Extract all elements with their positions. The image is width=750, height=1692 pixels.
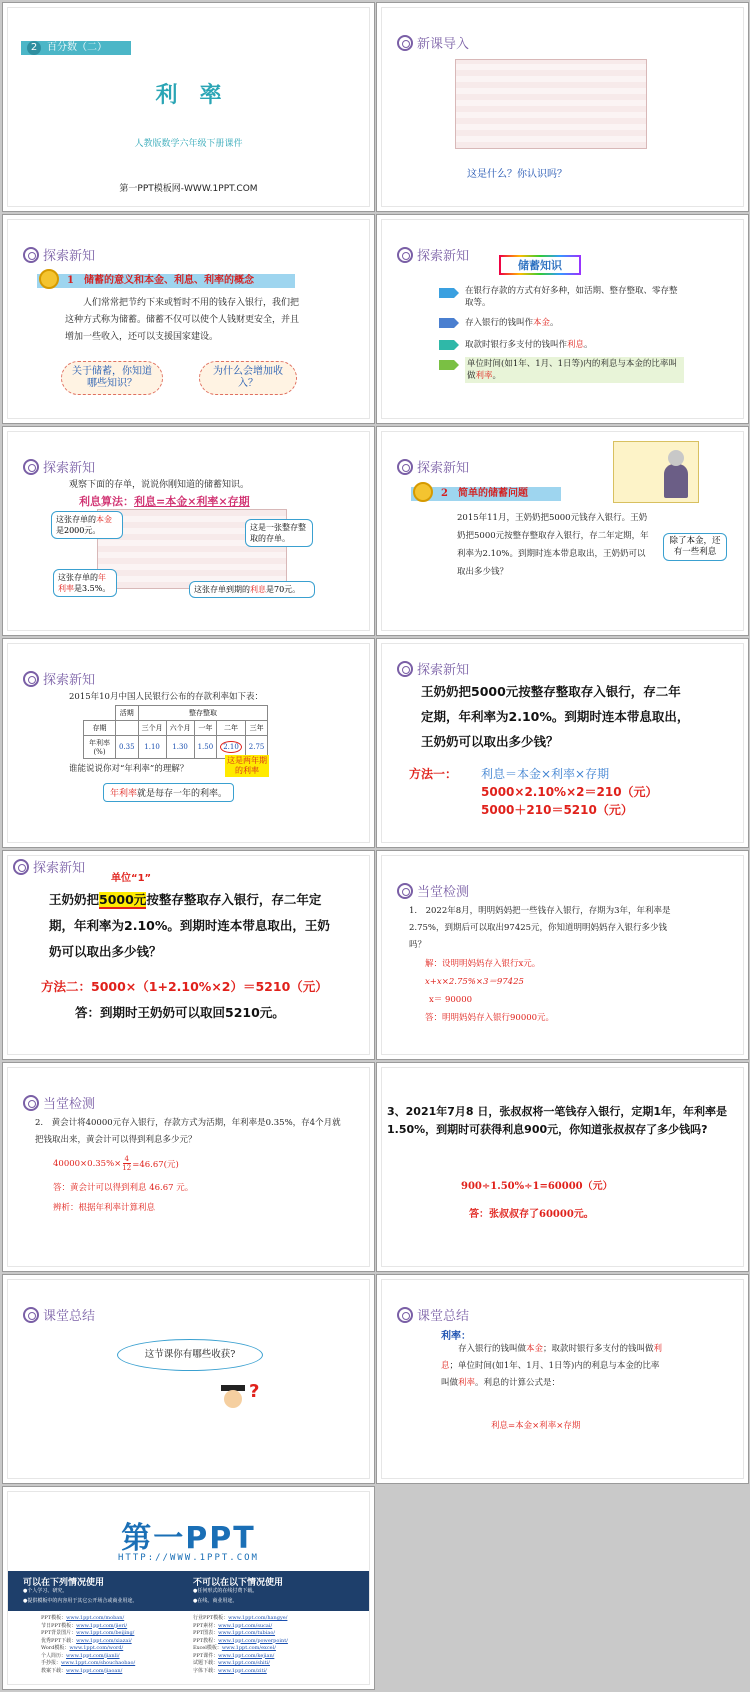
method-label: 方法一： <box>409 767 458 781</box>
summary-text-3: ；单位时间(如1年、1月、1日等)内的利息与本金的比率叫做 <box>441 1361 660 1388</box>
slide-header <box>23 669 95 688</box>
bank-illustration <box>613 441 699 503</box>
link-label: 节日PPT模板： <box>41 1622 77 1629</box>
link[interactable]: www.1ppt.com/shouchaobao/ <box>61 1660 136 1666</box>
link[interactable]: www.1ppt.com/tubiao/ <box>218 1630 276 1636</box>
section-bar <box>37 274 295 288</box>
header-text: 新课导入 <box>417 37 470 52</box>
link-row <box>41 1653 135 1661</box>
answer-text: 就是每存一年的利率。 <box>137 789 228 799</box>
bubble-term: 利息 <box>250 585 266 594</box>
link[interactable]: www.1ppt.com/jieri/ <box>76 1622 128 1629</box>
header-text: 当堂检测 <box>43 1097 96 1112</box>
table-cell: 1.30 <box>166 736 194 759</box>
table-row <box>84 721 268 736</box>
slide-header <box>397 1305 469 1324</box>
link-row <box>41 1615 135 1623</box>
link-row <box>41 1645 135 1653</box>
slide-6-problem[interactable] <box>376 426 749 636</box>
fraction <box>122 1155 131 1172</box>
arrow-icon <box>439 360 459 370</box>
term-rate: 年利率 <box>110 789 138 799</box>
bubble-principal <box>51 511 123 539</box>
link-label: 手抄报： <box>41 1660 62 1666</box>
spiral-icon <box>397 459 413 475</box>
bubble-term: 年利率 <box>58 573 106 593</box>
link-row <box>193 1668 288 1676</box>
link-label: PPT背景图片： <box>41 1630 77 1636</box>
slide-header <box>397 245 469 264</box>
slide-13-summary-question[interactable] <box>2 1274 375 1484</box>
knowledge-item-4 <box>439 357 684 383</box>
link-label: 优秀PPT下载： <box>41 1637 77 1644</box>
fraction-numerator: 4 <box>124 1155 129 1163</box>
table-cell: 一年 <box>194 721 217 736</box>
formula-label: 利息算法： <box>79 495 134 508</box>
slide-header <box>23 1305 95 1324</box>
link-row <box>193 1653 288 1661</box>
question-cloud-1: 关于储蓄，你知道哪些知识？ <box>61 361 163 395</box>
cannot-use-1: ●任何形式的在线付费下载。 <box>193 1588 258 1594</box>
slide-10-exercise-1[interactable] <box>376 850 749 1060</box>
formula-text: 利息=本金×利率×存期 <box>134 495 250 508</box>
slide-11-exercise-2[interactable] <box>2 1062 375 1272</box>
spiral-icon <box>23 1307 39 1323</box>
link-row <box>193 1645 288 1653</box>
links-right <box>193 1615 288 1675</box>
spiral-icon <box>397 35 413 51</box>
link[interactable]: www.1ppt.com/kejian/ <box>218 1652 275 1659</box>
slide-header <box>13 857 85 876</box>
question-text: 1. 2022年8月，明明妈妈把一些钱存入银行，存期为3年，年利率是2.75%，到期后可以取出97425元，你知道明明妈妈存入银行多少钱吗？ <box>409 906 671 950</box>
spiral-icon <box>23 459 39 475</box>
slide-4-knowledge[interactable] <box>376 214 749 424</box>
link-label: 个人简历： <box>41 1652 67 1659</box>
link-row <box>193 1630 288 1638</box>
header-text: 探索新知 <box>417 663 470 678</box>
chapter-number: 2 <box>27 41 41 55</box>
arrow-icon <box>439 340 459 350</box>
knowledge-item-1 <box>439 285 679 309</box>
slide-header <box>397 457 469 476</box>
slide-title: 利 率 <box>155 83 222 108</box>
solution-line-3: x＝ 90000 <box>429 995 473 1005</box>
slide-header <box>397 881 469 900</box>
header-text: 探索新知 <box>43 461 96 476</box>
link-label: 行业PPT模板： <box>193 1615 229 1621</box>
table-cell: 二年 <box>217 721 246 736</box>
speech-bubble: 这节课你有哪些收获? <box>117 1339 263 1371</box>
can-use-1: ●个人学习、研究。 <box>23 1588 68 1594</box>
slide-footer: 第一PPT模板网-WWW.1PPT.COM <box>119 184 258 194</box>
table-cell: 三年 <box>245 721 268 736</box>
table-cell: 整存整取 <box>138 706 268 721</box>
item-text-a: 取款时银行多支付的钱叫作 <box>465 340 568 350</box>
spiral-icon <box>397 1307 413 1323</box>
item-text-a: 存入银行的钱叫作 <box>465 318 534 328</box>
knowledge-item-3 <box>439 337 679 353</box>
section-bar <box>411 487 561 501</box>
answer-text: 答：黄会计可以得到利息 46.67 元。 <box>53 1183 194 1193</box>
calc-line-1: 5000×2.10%×2＝210（元） <box>481 785 658 799</box>
header-text: 课堂总结 <box>417 1309 470 1324</box>
ppt-url: HTTP://WWW.1PPT.COM <box>118 1553 259 1563</box>
link-label: PPT课件： <box>193 1652 219 1659</box>
spiral-icon <box>23 247 39 263</box>
link-label: PPT图表： <box>193 1630 219 1636</box>
summary-text-2: ；取款时银行多支付的钱叫做 <box>543 1344 654 1354</box>
link-label: 字体下载： <box>193 1667 219 1674</box>
link[interactable]: www.1ppt.com/hangye/ <box>228 1615 288 1621</box>
slide-header <box>397 659 469 678</box>
question-text: 2. 黄会计将40000元存入银行，存款方式为活期，年利率是0.35%，存4个月就把钱取出来，黄会计可以得到利息多少元？ <box>35 1118 341 1145</box>
chapter-title: 百分数（二） <box>47 42 107 53</box>
table-cell: 1.10 <box>138 736 166 759</box>
link-row <box>193 1638 288 1646</box>
answer-text: 答：到期时王奶奶可以取回5210元。 <box>75 1005 285 1020</box>
header-text: 探索新知 <box>33 861 86 876</box>
spiral-icon <box>13 859 29 875</box>
deposit-slip-image <box>455 59 647 149</box>
clock-icon <box>413 482 433 502</box>
unit-label: 单位“1” <box>111 873 152 884</box>
header-text: 探索新知 <box>417 249 470 264</box>
item-text: 在银行存款的方式有好多种，如活期、整存整取、零存整取等。 <box>465 286 678 308</box>
problem-text: 王奶奶把5000元按整存整取存入银行，存二年定期，年利率为2.10%。到期时连本带息取出，王奶奶可以取出多少钱？ <box>421 684 690 749</box>
slide-5-slip[interactable] <box>2 426 375 636</box>
link[interactable]: www.1ppt.com/excel/ <box>221 1645 276 1651</box>
table-row <box>84 706 268 721</box>
link-label: PPT模板： <box>41 1615 67 1621</box>
summary-text-4: 。利息的计算公式是： <box>475 1378 561 1388</box>
question-text: 3、2021年7月8 日，张叔叔将一笔钱存入银行，定期1年，年利率是1.50%，到期时可获得利息900元，你知道张叔叔存了多少钱吗? <box>387 1105 728 1136</box>
table-cell: 活期 <box>116 706 139 721</box>
slide-header <box>23 245 95 264</box>
rate-answer <box>103 783 234 802</box>
highlighted-amount: 5000元 <box>99 892 147 907</box>
method-label: 方法二： <box>41 979 92 994</box>
method-line <box>41 977 328 995</box>
slip-intro: 观察下面的存单，说说你刚知道的储蓄知识。 <box>69 480 250 490</box>
term-principal: 本金 <box>526 1344 544 1354</box>
analysis-text: 辨析：根据年利率计算利息 <box>53 1203 156 1213</box>
link-label: 试题下载： <box>193 1660 219 1666</box>
link[interactable]: www.1ppt.com/shiti/ <box>218 1660 270 1666</box>
spiral-icon <box>23 1095 39 1111</box>
solution-line-2: x+x×2.75%×3＝97425 <box>425 977 524 987</box>
cannot-use-2: ●在线、商业用途。 <box>193 1598 238 1604</box>
summary-text-1: 存入银行的钱叫做 <box>458 1344 527 1354</box>
question-cloud-2: 为什么会增加收入？ <box>199 361 297 395</box>
slide-header <box>23 1093 95 1112</box>
link[interactable]: www.1ppt.com/word/ <box>69 1645 124 1651</box>
slide-12-exercise-3[interactable] <box>376 1062 749 1272</box>
table-cell: 三个月 <box>138 721 166 736</box>
link-row <box>41 1660 135 1668</box>
link-row <box>41 1630 135 1638</box>
term-interest: 利息 <box>567 340 585 350</box>
item-text: 单位时间(如1年、1月、1日等)内的利息与本金的比率叫做利率。 <box>465 357 684 383</box>
arrow-icon <box>439 288 459 298</box>
calc-text-b: =46.67(元) <box>132 1159 179 1170</box>
bubble-text: 这张存单的 <box>56 515 96 524</box>
table-cell <box>84 706 116 721</box>
item-text: 取款时银行多支付的钱叫作利息。 <box>465 340 593 350</box>
header-text: 探索新知 <box>43 249 96 264</box>
face-shape <box>224 1390 242 1408</box>
student-icon <box>221 1385 245 1413</box>
link-row <box>41 1668 135 1676</box>
link-row <box>41 1638 135 1646</box>
header-text: 当堂检测 <box>417 885 470 900</box>
link[interactable]: www.1ppt.com/jianli/ <box>66 1652 120 1659</box>
section-bar-text: 1 储蓄的意义和本金、利息、利率的概念 <box>67 275 254 286</box>
slide-14-summary[interactable] <box>376 1274 749 1484</box>
table-cell: 0.35 <box>116 736 139 759</box>
spiral-icon <box>397 883 413 899</box>
person-head <box>668 450 684 466</box>
slide-8-method-1[interactable] <box>376 638 749 848</box>
calc-text-a: 40000×0.35%× <box>53 1158 122 1169</box>
link-row <box>193 1615 288 1623</box>
section-bar-text: 2 简单的储蓄问题 <box>441 488 528 499</box>
header-text: 探索新知 <box>43 673 96 688</box>
link[interactable]: www.1ppt.com/sucai/ <box>218 1622 273 1629</box>
link-row <box>41 1623 135 1631</box>
slide-15-template-info[interactable] <box>2 1486 375 1690</box>
bubble-term: 本金 <box>96 515 112 524</box>
link-row <box>193 1660 288 1668</box>
highlighted-rate: 2.10 <box>220 741 242 753</box>
link[interactable]: www.1ppt.com/beijing/ <box>76 1630 135 1636</box>
table-cell: 存期 <box>84 721 116 736</box>
problem-text-c: 按整存整取存入银行，存二年定期，年利率为2.10%。到期时连本带息取出，王奶奶可以取出多少钱？ <box>49 892 330 959</box>
person-shape <box>664 464 688 498</box>
fraction-denominator: 12 <box>122 1164 132 1172</box>
link[interactable]: www.1ppt.com/xiazai/ <box>76 1637 132 1644</box>
slide-subtitle: 人教版数学六年级下册课件 <box>134 139 243 149</box>
term-principal: 本金 <box>533 318 551 328</box>
ppt-logo: 第一PPT <box>121 1521 256 1556</box>
bubble-interest <box>189 581 315 598</box>
link-label: Word模板： <box>41 1645 70 1651</box>
rate-table <box>83 705 268 759</box>
slide-3-concept[interactable] <box>2 214 375 424</box>
slide-9-method-2[interactable] <box>2 850 375 1060</box>
arrow-icon <box>439 318 459 328</box>
table-cell: 年利率(%) <box>84 736 116 759</box>
item-text: 存入银行的钱叫作本金。 <box>465 318 559 328</box>
answer-text: 答：张叔叔存了60000元。 <box>469 1209 594 1220</box>
link[interactable]: www.1ppt.com/powerpoint/ <box>218 1637 288 1644</box>
spiral-icon <box>23 671 39 687</box>
slide-header <box>23 457 95 476</box>
calc-text: 900÷1.50%÷1=60000（元） <box>461 1181 613 1192</box>
formula-line <box>79 493 250 509</box>
chapter-badge <box>21 41 131 55</box>
intro-question: 这是什么？你认识吗？ <box>467 169 567 180</box>
calc-line <box>53 1155 179 1172</box>
can-use-title: 可以在下列情况使用 <box>23 1578 105 1588</box>
term-rate: 利率 <box>458 1378 476 1388</box>
slide-header <box>397 33 469 52</box>
summary-text <box>441 1341 667 1392</box>
table-cell: 2.75 <box>245 736 268 759</box>
bubble-type: 这是一张整存整取的存单。 <box>245 519 313 547</box>
links-left <box>41 1615 135 1675</box>
table-cell: 六个月 <box>166 721 194 736</box>
spiral-icon <box>397 661 413 677</box>
solution-line-1: 解：设明明妈妈存入银行x元。 <box>425 959 541 969</box>
bubble-text: 这张存单到期的 <box>194 585 250 594</box>
term-interest: 利息 <box>441 1344 663 1371</box>
problem-text: 2015年11月，王奶奶把5000元钱存入银行。王奶奶把5000元按整存整取存入银行，存二年定期，年利率为2.10%。到期时连本带息取出，王奶奶可以取出多少钱？ <box>457 513 649 577</box>
cannot-use-title: 不可以在以下情况使用 <box>193 1578 284 1588</box>
link[interactable]: www.1ppt.com/ziti/ <box>218 1667 267 1674</box>
term-rate: 利率 <box>475 371 493 381</box>
link-row <box>193 1623 288 1631</box>
clock-icon <box>39 269 59 289</box>
link-label: PPT素材： <box>193 1622 219 1629</box>
bubble-text: 这张存单的 <box>58 573 98 582</box>
table-cell <box>116 721 139 736</box>
calc-line-2: 5000＋210＝5210（元） <box>481 803 633 817</box>
knowledge-title: 储蓄知识 <box>499 255 581 275</box>
two-year-note: 这是两年期的利率 <box>227 756 267 775</box>
slide-7-rate-table[interactable] <box>2 638 375 848</box>
solution-line-4: 答：明明妈妈存入银行90000元。 <box>425 1013 555 1023</box>
link-label: Excel模板： <box>193 1645 222 1651</box>
bubble-text: 是3.5%。 <box>74 584 111 593</box>
problem-text-a: 王奶奶把 <box>49 892 100 907</box>
item-text-a: 单位时间(如1年、1月、1日等)内的利息与本金的比率叫做 <box>467 359 677 381</box>
slide-1-title[interactable] <box>2 2 375 212</box>
problem-text <box>49 887 331 965</box>
table-caption: 2015年10月中国人民银行公布的存款利率如下表： <box>69 692 263 702</box>
summary-label: 利率： <box>441 1331 471 1342</box>
formula-text: 利息＝本金×利率×存期 <box>481 767 610 781</box>
spiral-icon <box>397 247 413 263</box>
slide-2-intro[interactable] <box>376 2 749 212</box>
knowledge-item-2 <box>439 315 679 331</box>
header-text: 课堂总结 <box>43 1309 96 1324</box>
can-use-2: ●提供模板中的内容用于其它公开场合或商业用途。 <box>23 1598 138 1604</box>
calc-text: 5000×（1+2.10%×2）＝5210（元） <box>91 979 328 994</box>
header-text: 探索新知 <box>417 461 470 476</box>
question-mark-icon: ? <box>249 1381 260 1402</box>
link-label: PPT教程： <box>193 1637 219 1644</box>
bubble-rate <box>53 569 117 597</box>
link[interactable]: www.1ppt.com/moban/ <box>66 1615 125 1621</box>
rate-question: 谁能说说你对“年利率”的理解？ <box>69 764 189 774</box>
summary-formula: 利息=本金×利率×存期 <box>491 1421 581 1431</box>
interest-hint-bubble: 除了本金，还有一些利息 <box>663 533 727 561</box>
saving-paragraph: 人们常常把节约下来或暂时不用的钱存入银行，我们把这种方式称为储蓄。储蓄不仅可以使个人钱财更安全，并且增加一些收入，还可以支援国家建设。 <box>65 298 300 342</box>
bubble-text: 是70元。 <box>266 585 301 594</box>
link-label: 教案下载： <box>41 1667 67 1674</box>
link[interactable]: www.1ppt.com/jiaoan/ <box>66 1667 123 1674</box>
bubble-text: 是2000元。 <box>56 526 101 535</box>
table-cell: 1.50 <box>194 736 217 759</box>
usage-panel <box>7 1571 370 1611</box>
